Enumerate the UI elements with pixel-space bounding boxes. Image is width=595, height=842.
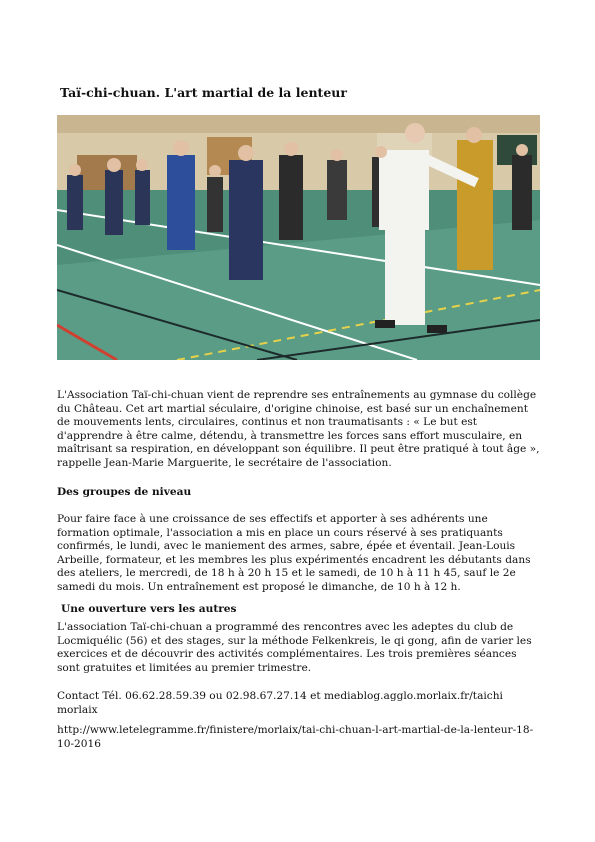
section-heading-openness: Une ouverture vers les autres — [61, 603, 237, 615]
article-title: Taï-chi-chuan. L'art martial de la lenteur — [60, 85, 347, 100]
levels-paragraph: Pour faire face à une croissance de ses effectifs et apporter à ses adhérents une formation optimale, l'association a mis en place un cours réservé à ses pratiquants confirmés, le lundi, avec le maniement des armes, sabre, épée et éventail. Jean-Louis Arbeille, formateur, et les membres les plus expérimentés encadrent les débutants dans des ateliers, le mercredi, de 18 h à 20 h 15 et le samedi, de 10 h à 11 h 45, sauf le 2e samedi du mois. Un entraînement est proposé le dimanche, de 10 h à 12 h. — [57, 513, 531, 593]
article-photo — [57, 115, 540, 360]
contact-line: Contact Tél. 06.62.28.59.39 ou 02.98.67.27.14 et mediablog.agglo.morlaix.fr/taichi morlaix — [57, 690, 503, 716]
intro-paragraph: L'Association Taï-chi-chuan vient de reprendre ses entraînements au gymnase du collège du Château. Cet art martial séculaire, d'origine chinoise, est basé sur un enchaînement de mouvements lents, circulaires, continus et non traumatisants : « Le but est d'apprendre à être calme, détendu, à transmettre les forces sans effort musculaire, en maîtrisant sa respiration, en développant son équilibre. Il peut être pratiqué à tout âge », rappelle Jean-Marie Marguerite, le secrétaire de l'association. — [57, 389, 540, 469]
openness-paragraph: L'association Taï-chi-chuan a programmé des rencontres avec les adeptes du club de Locmiquélic (56) et des stages, sur la méthode Felkenkreis, le qi gong, afin de varier les exercices et de découvrir des activités complémentaires. Les trois premières séances sont gratuites et limitées au premier trimestre. — [57, 621, 532, 674]
section-heading-levels: Des groupes de niveau — [57, 486, 192, 498]
source-url: http://www.letelegramme.fr/finistere/morlaix/tai-chi-chuan-l-art-martial-de-la-lenteur-18-10-2016 — [57, 724, 534, 750]
